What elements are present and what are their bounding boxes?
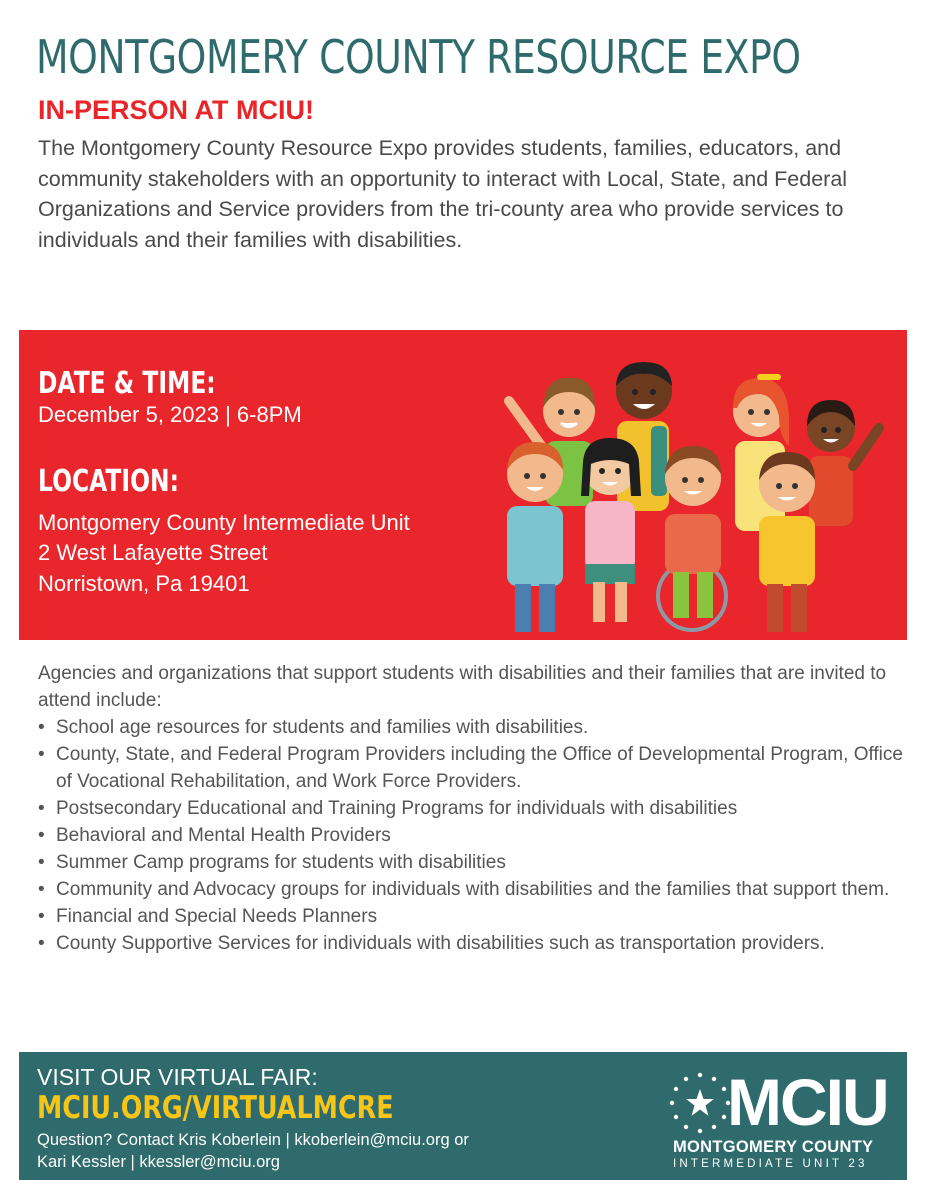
child-front-left	[507, 442, 563, 632]
location-line-1: Montgomery County Intermediate Unit	[38, 510, 410, 535]
virtual-fair-label: VISIT OUR VIRTUAL FAIR:	[37, 1064, 318, 1090]
date-time-value: December 5, 2023 | 6-8PM	[38, 402, 302, 427]
intro-paragraph: The Montgomery County Resource Expo provides students, families, educators, and community stakeholders with an opportunity to interact with Local, State, and Federal Organizations and Service providers from the tri-county area who provide services to individuals and their families with disabilities.	[38, 136, 848, 252]
list-item: • School age resources for students and families with disabilities.	[38, 714, 903, 741]
list-item: • County Supportive Services for individuals with disabilities such as transportation providers.	[38, 930, 903, 957]
location-line-2: 2 West Lafayette Street	[38, 540, 268, 565]
logo-line-1: MONTGOMERY COUNTY	[673, 1138, 874, 1156]
child-front-right	[759, 452, 815, 632]
mciu-logo	[669, 1066, 899, 1172]
footer-band	[19, 1052, 907, 1180]
bullet-icon: •	[38, 798, 45, 819]
children-illustration	[487, 346, 907, 636]
contact-line-2: Kari Kessler | kkessler@mciu.org	[37, 1153, 280, 1171]
location-line-3: Norristown, Pa 19401	[38, 571, 250, 596]
event-details-band	[19, 330, 907, 640]
list-item: • Summer Camp programs for students with disabilities	[38, 849, 903, 876]
agencies-intro: Agencies and organizations that support students with disabilities and their families that are invited to attend include:	[38, 663, 887, 711]
bullet-icon: •	[38, 825, 45, 846]
contact-line-1: Question? Contact Kris Koberlein | kkoberlein@mciu.org or	[37, 1131, 469, 1149]
page-subtitle: IN-PERSON AT MCIU!	[38, 95, 314, 125]
child-front-girl	[581, 438, 641, 622]
bullet-icon: •	[38, 906, 45, 927]
logo-mark: MCIU	[727, 1065, 888, 1139]
logo-line-2: INTERMEDIATE UNIT 23	[673, 1158, 868, 1170]
bullet-icon: •	[38, 879, 45, 900]
bullet-icon: •	[38, 717, 45, 738]
agencies-section	[38, 660, 903, 957]
location-heading: LOCATION:	[38, 464, 179, 499]
contact-info	[37, 1129, 577, 1173]
agencies-list	[38, 714, 903, 957]
list-item: • County, State, and Federal Program Providers including the Office of Developmental Program, Office of Vocational Rehabilitation, and Work Force Providers.	[38, 741, 903, 795]
star-ring-icon	[669, 1072, 731, 1134]
virtual-fair-link[interactable]: MCIU.ORG/VIRTUALMCRE	[37, 1090, 394, 1126]
child-wheelchair	[658, 446, 726, 630]
list-item: • Financial and Special Needs Planners	[38, 903, 903, 930]
list-item: • Postsecondary Educational and Training Programs for individuals with disabilities	[38, 795, 903, 822]
bullet-icon: •	[38, 852, 45, 873]
page-title: MONTGOMERY COUNTY RESOURCE EXPO	[36, 30, 801, 84]
list-item: • Community and Advocacy groups for individuals with disabilities and the families that support them.	[38, 876, 903, 903]
bullet-icon: •	[38, 933, 45, 954]
child-back-far-right	[807, 400, 879, 526]
bullet-icon: •	[38, 744, 45, 765]
date-time-heading: DATE & TIME:	[38, 366, 216, 401]
list-item: • Behavioral and Mental Health Providers	[38, 822, 903, 849]
